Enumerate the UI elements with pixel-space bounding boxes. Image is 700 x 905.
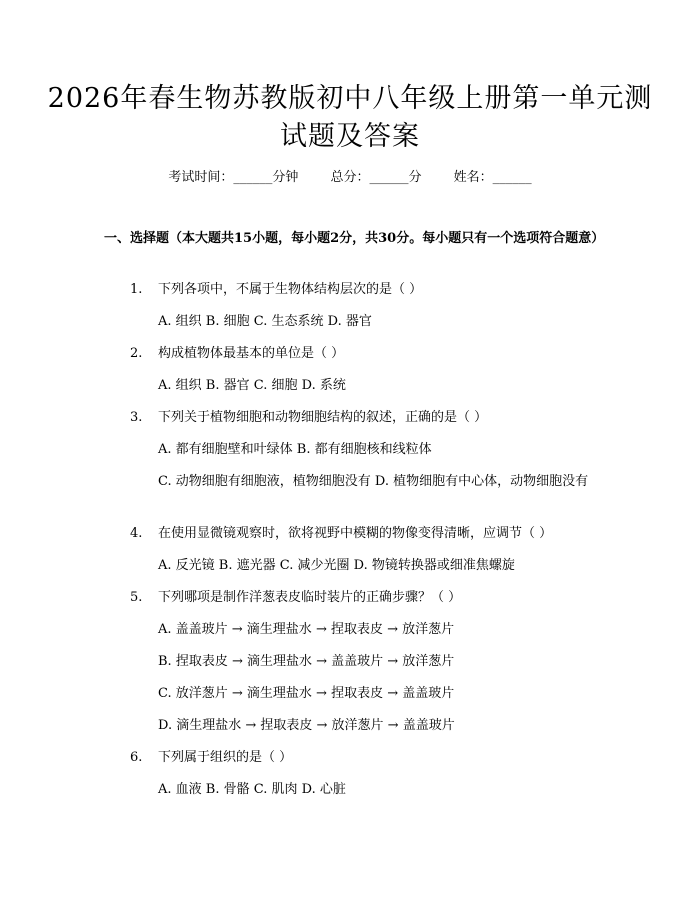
question-6 [130,749,600,767]
exam-meta [0,169,700,187]
question-number: 5. [130,590,143,605]
question-4-options: A. 反光镜 B. 遮光器 C. 减少光圈 D. 物镜转换器或细准焦螺旋 [158,558,515,573]
question-number: 1. [130,282,143,297]
total-score-field: 总分：______分 [330,170,422,185]
question-number: 6. [130,750,143,765]
question-6-options: A. 血液 B. 骨骼 C. 肌肉 D. 心脏 [158,782,346,797]
question-text: 下列哪项是制作洋葱表皮临时装片的正确步骤？（ ） [158,590,462,605]
question-3-options-ab: A. 都有细胞壁和叶绿体 B. 都有细胞核和线粒体 [158,442,432,457]
question-text: 下列各项中，不属于生物体结构层次的是（ ） [158,282,423,297]
question-text: 在使用显微镜观察时，欲将视野中模糊的物像变得清晰，应调节（ ） [158,526,553,541]
question-number: 4. [130,526,143,541]
section-heading: 一、选择题（本大题共15小题，每小题2分，共30分。每小题只有一个选项符合题意） [104,231,605,246]
question-5 [130,589,600,607]
question-2 [130,345,600,363]
question-text: 构成植物体最基本的单位是（ ） [158,346,345,361]
question-5-option-a: A. 盖盖玻片 → 滴生理盐水 → 捏取表皮 → 放洋葱片 [158,622,455,637]
question-text: 下列关于植物细胞和动物细胞结构的叙述，正确的是（ ） [158,410,488,425]
question-3-options-cd: C. 动物细胞有细胞液，植物细胞没有 D. 植物细胞有中心体，动物细胞没有 [158,474,589,489]
question-5-option-c: C. 放洋葱片 → 滴生理盐水 → 捏取表皮 → 盖盖玻片 [158,686,455,701]
question-2-options: A. 组织 B. 器官 C. 细胞 D. 系统 [158,378,346,393]
question-1-options: A. 组织 B. 细胞 C. 生态系统 D. 器官 [158,314,372,329]
document-title: 2026年春生物苏教版初中八年级上册第一单元测试题及答案 [47,83,653,152]
question-1 [130,281,600,299]
question-text: 下列属于组织的是（ ） [158,750,293,765]
question-number: 2. [130,346,143,361]
question-5-option-d: D. 滴生理盐水 → 捏取表皮 → 放洋葱片 → 盖盖玻片 [158,718,455,733]
question-5-option-b: B. 捏取表皮 → 滴生理盐水 → 盖盖玻片 → 放洋葱片 [158,654,455,669]
question-4 [130,525,600,543]
exam-time-field: 考试时间：______分钟 [168,170,299,185]
student-name-field: 姓名：______ [453,170,532,185]
question-number: 3. [130,410,143,425]
question-3 [130,409,600,427]
